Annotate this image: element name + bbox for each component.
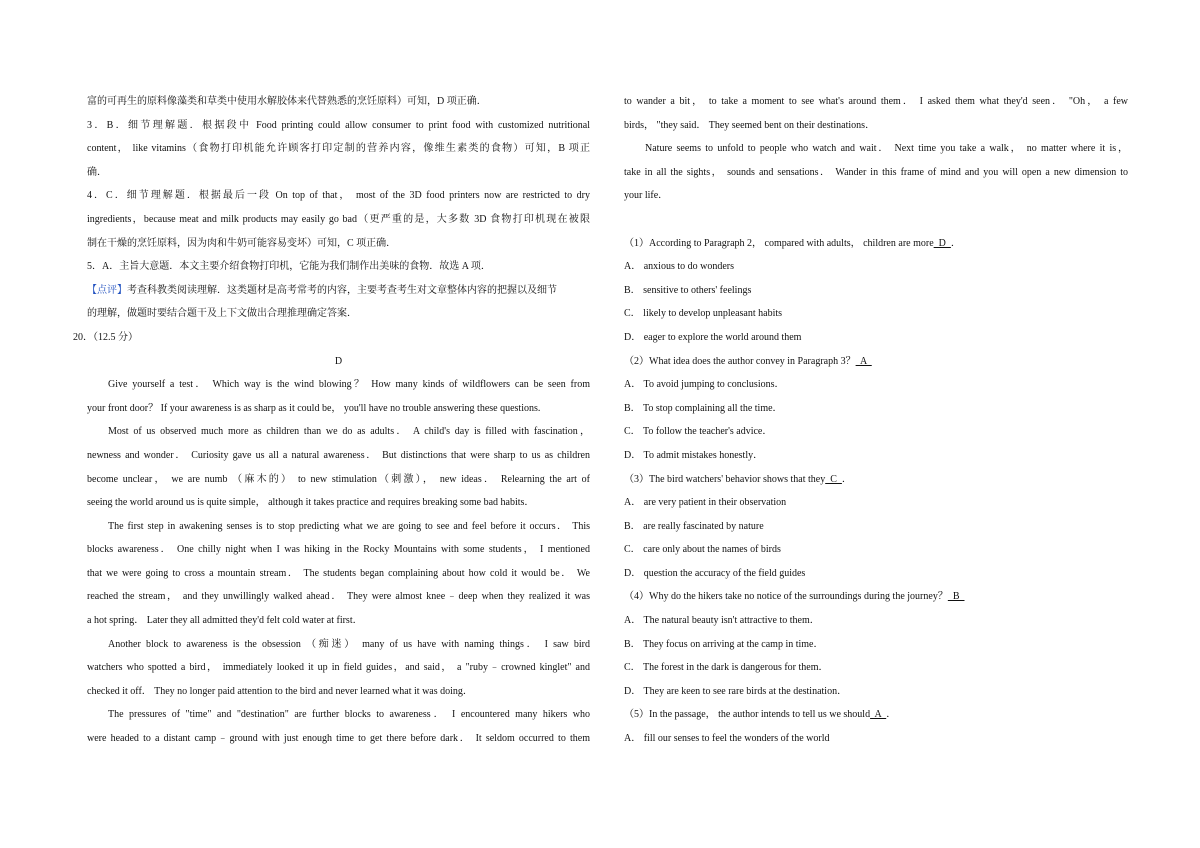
text-line <box>73 326 590 350</box>
text-line <box>624 350 1128 374</box>
text-content: A． The natural beauty isn't attractive to them． <box>624 615 820 627</box>
text-line <box>624 727 1128 751</box>
text-line <box>624 90 1128 114</box>
text-content: to wander a bit， to take a moment to see what's around them． I asked them what they'd seen． "Oh， a few <box>624 96 1128 107</box>
answer-tail: ． <box>950 237 961 249</box>
text-line <box>624 161 1128 185</box>
text-line <box>87 161 590 185</box>
text-content: （1）According to Paragraph 2， compared with adults， children are more <box>624 237 934 249</box>
text-content: Nature seems to unfold to people who watch and wait． Next time you take a walk， no matter where it is， <box>645 143 1128 155</box>
text-content: A． To avoid jumping to conclusions． <box>624 379 785 391</box>
text-content: newness and wonder． Curiosity gave us all a natural awareness． But distinctions that were sharp to us as children <box>87 449 590 461</box>
text-content: A． fill our senses to feel the wonders of the world <box>624 733 830 745</box>
text-content: 考查科教类阅读理解．这类题材是高考常考的内容，主要考查考生对文章整体内容的把握以及细节 <box>127 284 557 296</box>
text-content: 制在干燥的烹饪原料，因为肉和牛奶可能容易变坏）可知，C 项正确． <box>87 237 397 249</box>
text-line <box>624 703 1128 727</box>
text-content: checked it off． They no longer paid attention to the bird and never learned what it was doing． <box>87 685 473 697</box>
text-content: （5）In the passage， the author intends to tell us we should <box>624 709 871 721</box>
text-content: B． are really fascinated by nature <box>624 520 764 532</box>
text-line <box>87 585 590 609</box>
text-content: A． anxious to do wonders <box>624 261 734 273</box>
text-content: B． They focus on arriving at the camp in time． <box>624 638 824 650</box>
text-line <box>624 491 1128 515</box>
text-line <box>624 137 1128 161</box>
text-content: take in all the sights， sounds and sensations． Wander in this frame of mind and you will open a new dimension to <box>624 166 1128 178</box>
text-content: （4）Why do the hikers take no notice of the surroundings during the journey？ <box>624 591 948 603</box>
text-content: Most of us observed much more as children than we do as adults． A child's day is filled with fascination， <box>108 426 590 438</box>
text-content: C． care only about the names of birds <box>624 544 781 556</box>
text-line <box>87 208 590 232</box>
text-line <box>87 538 590 562</box>
text-content: your life． <box>624 190 669 202</box>
text-content: D <box>334 355 343 367</box>
text-line <box>624 373 1128 397</box>
text-content: C． likely to develop unpleasant habits <box>624 308 783 320</box>
text-content: Give yourself a test． Which way is the wind blowing？ How many kinds of wildflowers can be seen from <box>108 379 590 391</box>
text-line <box>87 656 590 680</box>
text-content: watchers who spotted a bird， immediately looked it up in field guides，and said， a "ruby﹣crowned kinglet" and <box>87 662 590 674</box>
text-line <box>624 420 1128 444</box>
text-line <box>87 184 590 208</box>
text-content: 富的可再生的原料像藻类和草类中使用水解胶体来代替熟悉的烹饪原料）可知，D 项正确． <box>87 96 487 107</box>
text-content: become unclear， we are numb （麻木的） to new stimulation（刺激）， new ideas． Relearning the art of <box>87 473 590 485</box>
text-line <box>87 114 590 138</box>
text-line <box>624 468 1128 492</box>
text-line <box>87 373 590 397</box>
text-line <box>87 137 590 161</box>
text-content: birds， "they said． They seemed bent on their destinations． <box>624 119 876 131</box>
text-line <box>624 515 1128 539</box>
text-content: B． To stop complaining all the time． <box>624 402 783 414</box>
text-content: blocks awareness． One chilly night when I was hiking in the Rocky Mountains with some students， I mentioned <box>87 544 590 556</box>
right-column <box>624 90 1128 751</box>
text-line <box>624 538 1128 562</box>
answer-tail: ． <box>886 709 897 721</box>
text-content: C． The forest in the dark is dangerous for them． <box>624 662 829 674</box>
text-content: 5．A．主旨大意题．本文主要介绍食物打印机，它能为我们制作出美味的食物．故选 A 项． <box>87 261 491 273</box>
text-line <box>87 444 590 468</box>
text-content: reached the stream， and they unwillingly walked ahead． They were almost knee﹣deep when they realized it was <box>87 591 590 603</box>
text-line <box>87 397 590 421</box>
text-content: D． To admit mistakes honestly． <box>624 449 764 461</box>
text-content: （2）What idea does the author convey in Paragraph 3？ <box>624 355 856 367</box>
text-line <box>624 184 1128 208</box>
text-line <box>624 302 1128 326</box>
answer-blank: D <box>933 237 951 249</box>
text-content: The first step in awakening senses is to stop predicting what we are going to see and feel before it occurs． This <box>108 520 590 532</box>
text-content: C． To follow the teacher's advice． <box>624 426 773 438</box>
text-content: D． eager to explore the world around them <box>624 331 802 343</box>
text-line <box>624 397 1128 421</box>
text-content: a hot spring． Later they all admitted they'd felt cold water at first． <box>87 615 363 627</box>
text-content: content， like vitamins（食物打印机能允许顾客打印定制的营养内容，像维生素类的食物）可知，B 项正 <box>87 143 590 155</box>
answer-blank: B <box>947 591 965 603</box>
text-content: D． They are keen to see rare birds at the destination． <box>624 685 848 697</box>
text-content: 的理解，做题时要结合题干及上下文做出合理推理确定答案． <box>87 308 357 320</box>
text-content: Another block to awareness is the obsession （痴迷） many of us have with naming things． I saw bird <box>108 638 590 650</box>
text-content: 确． <box>87 166 107 178</box>
text-line <box>624 279 1128 303</box>
text-line <box>87 232 590 256</box>
text-content: ingredients，because meat and milk products may easily go bad（更严重的是，大多数 3D 食物打印机现在被限 <box>87 213 590 225</box>
text-content: 4．C．细节理解题．根据最后一段 On top of that， most of the 3D food printers now are restricted to dry <box>87 190 590 202</box>
text-line <box>87 468 590 492</box>
text-line <box>624 656 1128 680</box>
text-line <box>87 255 590 279</box>
answer-blank: A <box>855 355 872 367</box>
blank-line <box>624 208 1128 232</box>
text-line <box>87 562 590 586</box>
text-content: A． are very patient in their observation <box>624 497 787 509</box>
text-line <box>87 279 590 303</box>
text-line <box>87 609 590 633</box>
text-content: 20．（12.5 分） <box>73 331 138 343</box>
text-line <box>624 232 1128 256</box>
text-line <box>624 326 1128 350</box>
text-content: 3．B．细节理解题．根据段中 Food printing could allow consumer to print food with customized nutritional <box>87 119 590 131</box>
answer-blank: C <box>825 473 842 485</box>
text-line <box>624 562 1128 586</box>
text-content: that we were going to cross a mountain stream． The students began complaining about how cold it would be． We <box>87 567 590 579</box>
text-line <box>87 350 590 374</box>
text-line <box>87 515 590 539</box>
text-line <box>87 680 590 704</box>
answer-blank: A <box>870 709 887 721</box>
text-content: seeing the world around us is quite simple， although it takes practice and requires breaking some bad habits． <box>87 497 535 509</box>
text-content: were headed to a distant camp﹣ground with just enough time to get there before dark． It seldom occurred to them <box>87 733 590 745</box>
text-line <box>87 420 590 444</box>
answer-tail: ． <box>841 473 852 485</box>
text-content: The pressures of "time" and "destination" are further blocks to awareness． I encountered many hikers who <box>108 709 590 721</box>
text-line <box>624 114 1128 138</box>
text-line <box>87 727 590 751</box>
text-line <box>624 255 1128 279</box>
text-line <box>624 444 1128 468</box>
text-content: B． sensitive to others' feelings <box>624 284 752 296</box>
text-line <box>87 703 590 727</box>
text-line <box>87 491 590 515</box>
text-line <box>87 633 590 657</box>
text-content: your front door？ If your awareness is as sharp as it could be， you'll have no trouble answering these questions. <box>87 402 541 414</box>
left-column <box>73 90 590 751</box>
text-line <box>624 680 1128 704</box>
text-line <box>624 633 1128 657</box>
text-content: （3）The bird watchers' behavior shows that they <box>624 473 826 485</box>
text-line <box>87 90 590 114</box>
text-line <box>87 302 590 326</box>
text-content: D． question the accuracy of the field guides <box>624 567 806 579</box>
text-line <box>624 585 1128 609</box>
comment-tag: 【点评】 <box>87 284 127 296</box>
text-line <box>624 609 1128 633</box>
